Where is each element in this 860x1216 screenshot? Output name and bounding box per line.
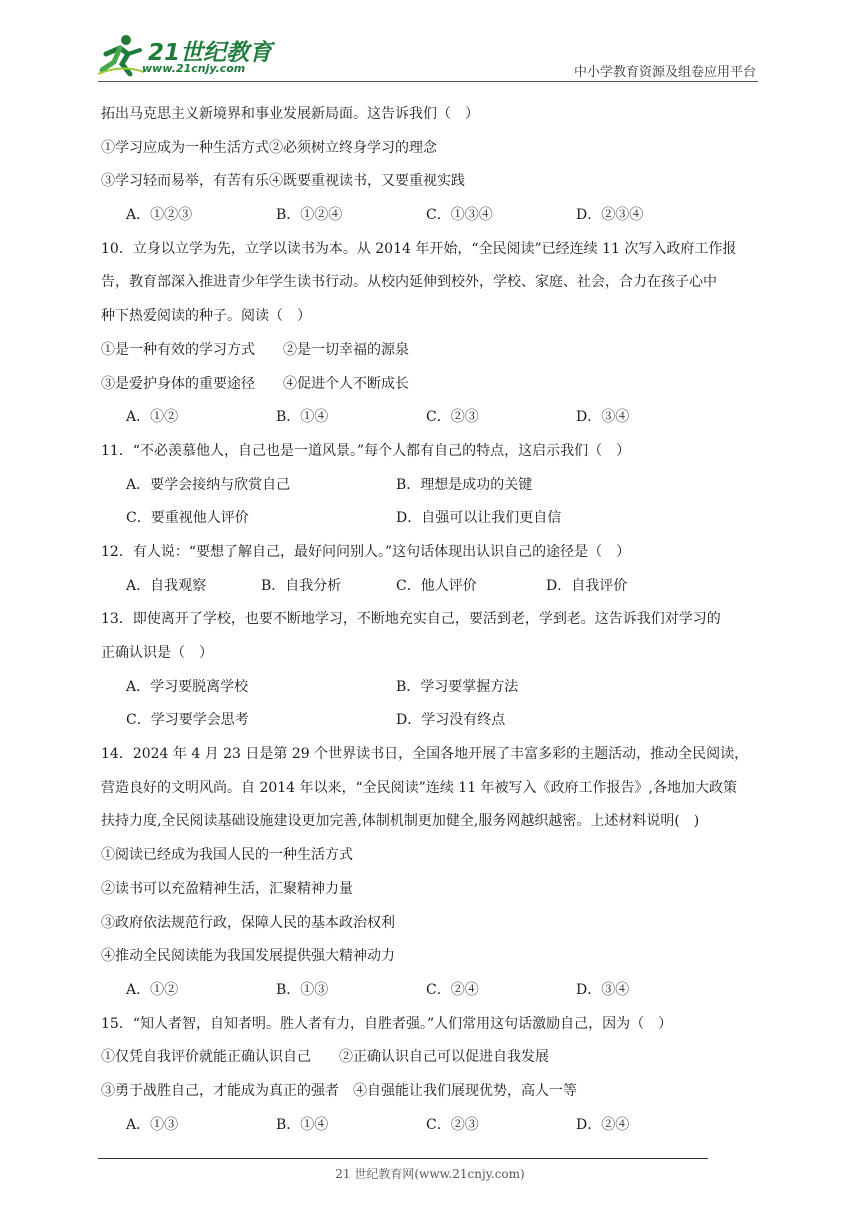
q9-option-c[interactable]: C．①③④	[426, 207, 493, 224]
q15-statement-2: ③勇于战胜自己，才能成为真正的强者 ④自强能让我们展现优势，高人一等	[101, 1082, 577, 1099]
q14-options	[101, 980, 766, 1014]
q14-statement-4: ④推动全民阅读能为我国发展提供强大精神动力	[101, 948, 395, 965]
q10-stem-3: 种下热爱阅读的种子。阅读（ ）	[101, 308, 311, 325]
q11-option-b[interactable]: B．理想是成功的关键	[396, 476, 533, 493]
q12-option-a[interactable]: A．自我观察	[126, 577, 207, 594]
q12-option-c[interactable]: C．他人评价	[396, 577, 477, 594]
q9-stem-end: 拓出马克思主义新境界和事业发展新局面。这告诉我们（ ）	[101, 106, 479, 122]
page-footer[interactable]: 21 世纪教育网(www.21cnjy.com)	[335, 1167, 525, 1181]
q10-stem-2: 告，教育部深入推进青少年学生读书行动。从校内延伸到校外，学校、家庭、社会，合力在孩子心中	[101, 274, 717, 291]
platform-name: 中小学教育资源及组卷应用平台	[573, 65, 756, 80]
q11-stem: 11．“不必羡慕他人，自己也是一道风景。”每个人都有自己的特点，这启示我们（ ）	[101, 442, 631, 459]
q15-option-c[interactable]: C．②③	[426, 1116, 479, 1133]
site-logo[interactable]	[96, 34, 286, 78]
q12-stem: 12．有人说：“要想了解自己，最好问问别人。”这句话体现出认识自己的途径是（ ）	[101, 543, 631, 560]
q10-option-d[interactable]: D．③④	[576, 409, 630, 426]
question-content	[101, 104, 766, 1148]
q13-options-row-1	[101, 677, 766, 711]
q14-statement-2: ②读书可以充盈精神生活，汇聚精神力量	[101, 880, 353, 897]
q12-option-b[interactable]: B．自我分析	[261, 577, 342, 594]
q13-option-c[interactable]: C．学习要学会思考	[126, 712, 249, 729]
q13-option-b[interactable]: B．学习要掌握方法	[396, 678, 519, 695]
q10-option-b[interactable]: B．①④	[276, 409, 329, 426]
q13-stem-2: 正确认识是（ ）	[101, 645, 213, 661]
q12-options	[101, 576, 766, 610]
q15-option-d[interactable]: D．②④	[576, 1116, 630, 1133]
q9-option-b[interactable]: B．①②④	[276, 207, 343, 224]
q9-statement-2: ③学习轻而易举，有苦有乐④既要重视读书，又要重视实践	[101, 173, 465, 190]
q9-options	[101, 205, 766, 239]
logo-text: 21世纪教育	[148, 40, 273, 66]
q15-stem: 15．“知人者智，自知者明。胜人者有力，自胜者强。”人们常用这句话激励自己，因为（ ）	[101, 1015, 673, 1032]
q14-option-c[interactable]: C．②④	[426, 981, 479, 998]
q11-option-c[interactable]: C．要重视他人评价	[126, 510, 249, 527]
footer-divider	[98, 1158, 708, 1159]
logo-url: www.21cnjy.com	[142, 62, 246, 75]
q11-options-row-2	[101, 508, 766, 542]
q10-statement-1: ①是一种有效的学习方式 ②是一切幸福的源泉	[101, 341, 409, 358]
q14-statement-1: ①阅读已经成为我国人民的一种生活方式	[101, 847, 353, 864]
q11-options-row-1	[101, 475, 766, 509]
page-header	[0, 0, 860, 82]
q10-stem-1: 10．立身以立学为先，立学以读书为本。从 2014 年开始，“全民阅读”已经连续 11 次写入政府工作报	[101, 240, 737, 257]
q10-option-a[interactable]: A．①②	[126, 409, 179, 426]
q14-statement-3: ③政府依法规范行政，保障人民的基本政治权利	[101, 914, 395, 931]
q13-option-a[interactable]: A．学习要脱离学校	[126, 678, 249, 695]
q15-statement-1: ①仅凭自我评价就能正确认识自己 ②正确认识自己可以促进自我发展	[101, 1049, 549, 1066]
q12-option-d[interactable]: D．自我评价	[546, 577, 628, 594]
q9-statement-1: ①学习应成为一种生活方式②必须树立终身学习的理念	[101, 139, 437, 156]
q14-stem-1: 14．2024 年 4 月 23 日是第 29 个世界读书日，全国各地开展了丰富多彩的主题活动，推动全民阅读，	[101, 746, 749, 763]
q11-option-d[interactable]: D．自强可以让我们更自信	[396, 510, 562, 527]
q15-option-a[interactable]: A．①③	[126, 1116, 179, 1133]
q10-option-c[interactable]: C．②③	[426, 409, 479, 426]
q15-options	[101, 1115, 766, 1149]
q10-options	[101, 407, 766, 441]
q14-option-b[interactable]: B．①③	[276, 981, 329, 998]
q11-option-a[interactable]: A．要学会接纳与欣赏自己	[126, 476, 291, 493]
q14-stem-2: 营造良好的文明风尚。自 2014 年以来，“全民阅读”连续 11 年被写入《政府工作报告》,各地加大政策	[101, 779, 738, 796]
q10-statement-2: ③是爱护身体的重要途径 ④促进个人不断成长	[101, 375, 409, 392]
q14-option-d[interactable]: D．③④	[576, 981, 630, 998]
q9-option-d[interactable]: D．②③④	[576, 207, 644, 224]
q9-option-a[interactable]: A．①②③	[126, 207, 193, 224]
q14-stem-3: 扶持力度,全民阅读基础设施建设更加完善,体制机制更加健全,服务网越织越密。上述材料说明( )	[101, 813, 700, 830]
q14-option-a[interactable]: A．①②	[126, 981, 179, 998]
q15-option-b[interactable]: B．①④	[276, 1116, 329, 1133]
header-divider	[98, 81, 758, 82]
q13-options-row-2	[101, 710, 766, 744]
q13-stem-1: 13．即使离开了学校，也要不断地学习，不断地充实自己，要活到老，学到老。这告诉我们对学习的	[101, 611, 721, 628]
runner-logo-icon	[96, 34, 146, 78]
q13-option-d[interactable]: D．学习没有终点	[396, 712, 506, 729]
